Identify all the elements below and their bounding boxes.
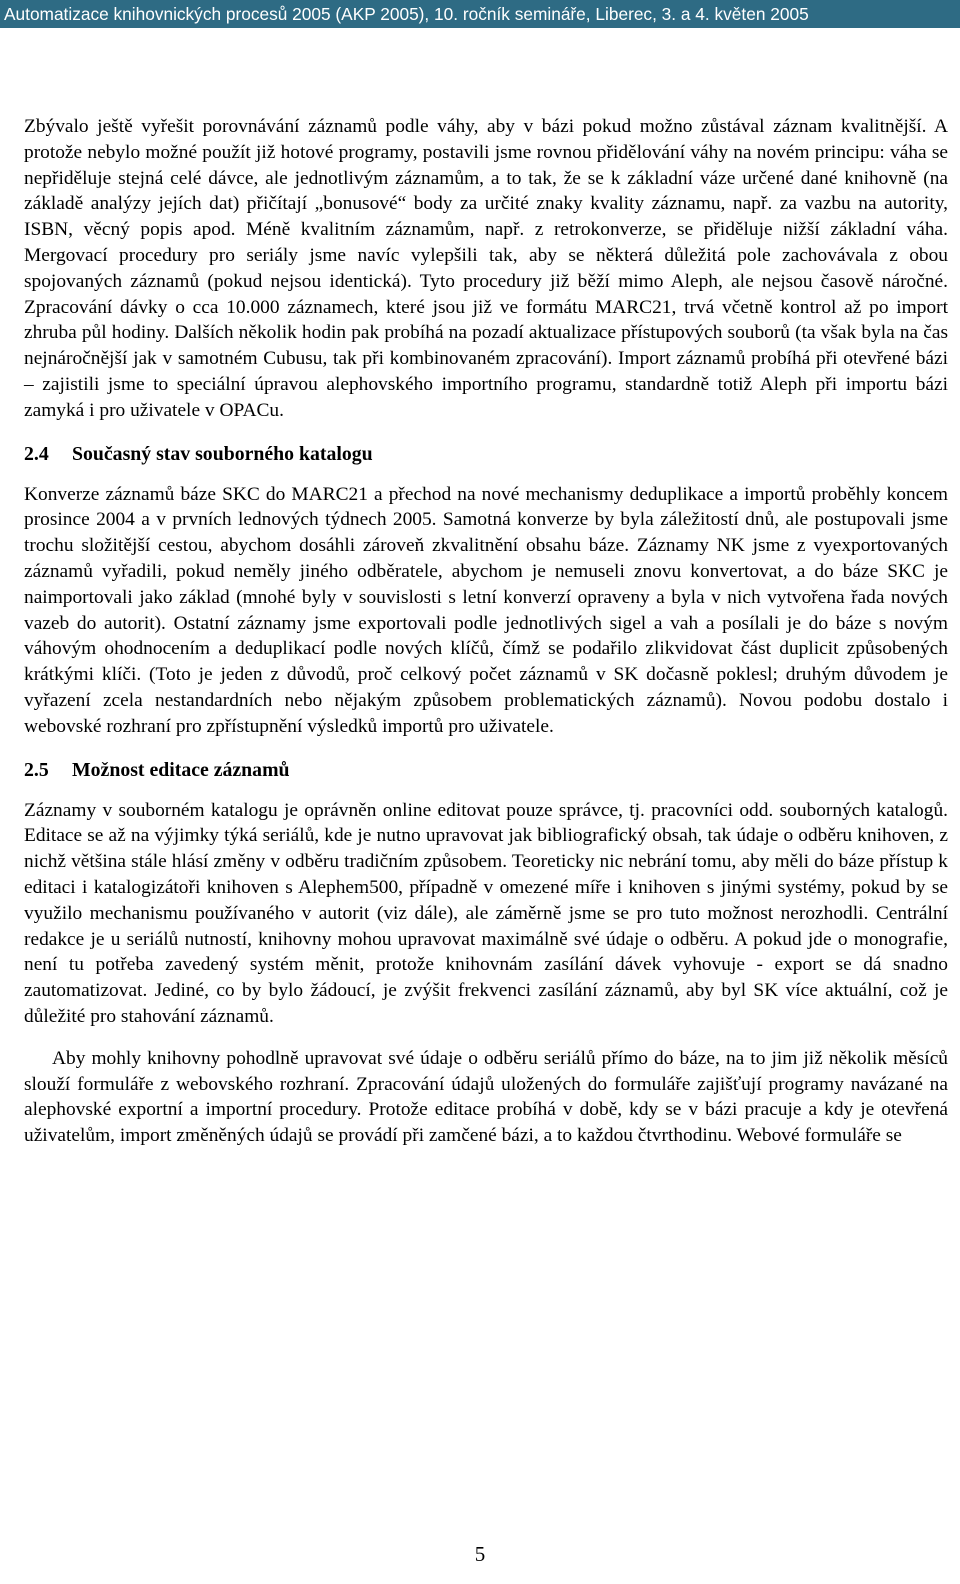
section-heading-2-4: [24, 441, 948, 467]
section-number: 2.4: [24, 442, 49, 465]
section-number: 2.5: [24, 758, 49, 781]
paragraph-editing: Záznamy v souborném katalogu je oprávněn online editovat pouze správce, tj. pracovníci odd. souborných katalogů. Editace se až na výjimky týká seriálů, kde je nutno upravovat jak bibliografický obsah, tak údaje o odběru knihoven, z nichž většina stále hlásí změny v odběru tradičním způsobem. Teoreticky nic nebrání tomu, aby měli do báze přístup k editaci i katalogizátoři knihoven s Alephem500, případně v omezené míře i knihoven s jinými systémy, pokud by se využilo mechanismu používaného v autorit (viz dále), ale záměrně jsme se pro tuto možnost nerozhodli. Centrální redakce je u seriálů nutností, knihovny mohou upravovat maximálně své údaje o odběru. A pokud jde o monografie, není tu potřeba zavedený systém měnit, protože knihovnám zasílání dávek vyhovuje - export se dá snadno zautomatizovat. Jediné, co by bylo žádoucí, je zvýšit frekvenci zasílání záznamů, aby byl SK více aktuální, což je důležité pro stahování záznamů.: [24, 799, 948, 1027]
paragraph-weighting: Zbývalo ještě vyřešit porovnávání záznamů podle váhy, aby v bázi pokud možno zůstával záznam kvalitnější. A protože nebylo možné použít již hotové programy, postavili jsme rovnou přidělování váhy na novém principu: váha se nepřiděluje stejná celé dávce, ale jednotlivým záznamům, a to tak, že se k základní váze určené dané knihovně (na základě analýzy jejích dat) přičítají „bonusové“ body za určité znaky kvality záznamu, např. za vazbu na autority, ISBN, věcný popis apod. Méně kvalitním záznamům, např. z retrokonverze, se přiděluje nižší základní váha. Mergovací procedury pro seriály jsme navíc vylepšili tak, aby se některá důležitá pole zachovávala z obou spojovaných záznamů (pokud nejsou identická). Tyto procedury již běží mimo Aleph, ale nejsou časově náročné. Zpracování dávky o cca 10.000 záznamech, které jsou již ve formátu MARC21, trvá včetně kontrol až po import zhruba půl hodiny. Dalších několik hodin pak probíhá na pozadí aktualizace přístupových souborů (ta však byla na čas nejnáročnější jak v samotném Cubusu, tak při kombinovaném zpracování). Import záznamů probíhá při otevřené bázi – zajistili jsme to speciální úpravou alephovského importního programu, standardně totiž Aleph při importu bázi zamyká i pro uživatele v OPACu.: [24, 116, 948, 421]
paragraph-forms: Aby mohly knihovny pohodlně upravovat své údaje o odběru seriálů přímo do báze, na to jim již několik měsíců slouží formuláře z webovského rozhraní. Zpracování údajů uložených do formuláře zajišťují programy navázané na alephovské exportní a importní procedury. Protože editace probíhá v době, kdy se v bázi pracuje a kdy je otevřená uživatelům, import změněných údajů se provádí při zamčené bázi, a to každou čtvrthodinu. Webové formuláře se: [24, 1047, 948, 1147]
section-title: Současný stav souborného katalogu: [72, 442, 373, 465]
running-header: Automatizace knihovnických procesů 2005 (AKP 2005), 10. ročník semináře, Liberec, 3. a 4. květen 2005: [0, 0, 960, 28]
page-number: 5: [474, 1542, 486, 1566]
section-heading-2-5: [24, 757, 948, 783]
paragraph-current-state: Konverze záznamů báze SKC do MARC21 a přechod na nové mechanismy deduplikace a importů proběhly koncem prosince 2004 a v prvních lednových týdnech 2005. Samotná konverze by byla záležitostí dnů, ale postupovali jsme trochu složitější cestou, abychom dosáhli zároveň zkvalitnění obsahu báze. Záznamy NK jsme z vyexportovaných záznamů vyřadili, pokud neměly jiného odběratele, abychom je nemuseli znovu konvertovat, a do báze SKC je naimportovali jako základ (mnohé byly v souvislosti s letní konverzí opraveny a byla v nich vytvořena řada nových vazeb do autorit). Ostatní záznamy jsme exportovali podle jednotlivých sigel a vah a posílali je do báze s novým váhovým ohodnocením a deduplikací podle nových klíčů, čímž se podařilo zlikvidovat část duplicit způsobených krátkými klíči. (Toto je jeden z důvodů, proč celkový počet záznamů v SK dočasně poklesl; druhým důvodem je vyřazení zcela nestandardních nebo nějakým způsobem problematických záznamů). Novou podobu dostalo i webovské rozhraní pro zpřístupnění výsledků importů pro uživatele.: [24, 483, 948, 737]
section-title: Možnost editace záznamů: [72, 758, 290, 781]
document-body: [24, 114, 948, 1149]
